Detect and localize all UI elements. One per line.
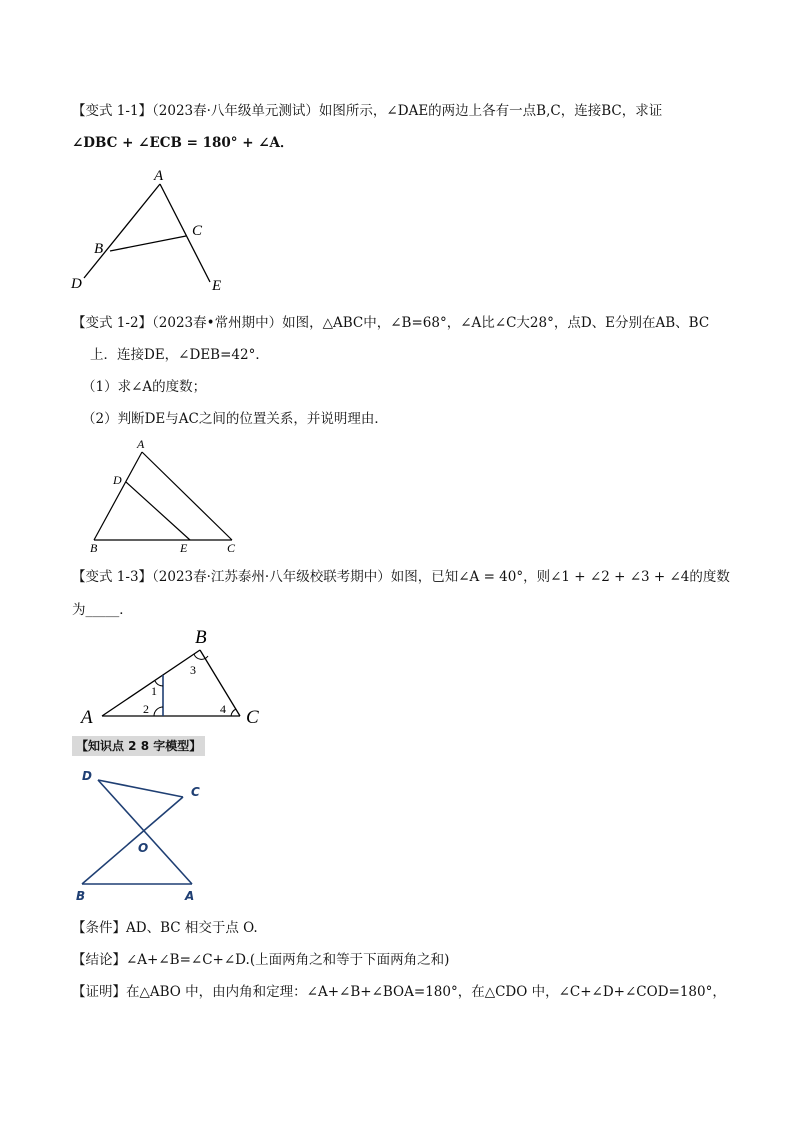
label-c: C — [246, 707, 259, 728]
side-ab — [94, 452, 142, 540]
label-a: A — [185, 889, 195, 903]
arc-angle-2 — [154, 707, 163, 716]
label-b: B — [76, 889, 86, 903]
label-c: C — [227, 541, 236, 555]
variant-1-3-text-line2: 为_____． — [72, 602, 133, 618]
label-b: B — [90, 541, 98, 555]
variant-1-2-text-line1: 【变式 1-2】（2023春•常州期中）如图，△ABC中，∠B=68°，∠A比∠C大28°，点D、E分别在AB、BC — [72, 315, 710, 331]
label-a: A — [137, 437, 145, 451]
arc-angle-b — [194, 654, 208, 659]
label-a: A — [81, 707, 93, 728]
segment-cb — [82, 797, 183, 884]
label-e: E — [212, 278, 222, 294]
ray-ae — [160, 184, 210, 282]
label-a: A — [154, 168, 164, 184]
figure-triangle-angles — [74, 625, 274, 730]
label-o: O — [138, 841, 149, 855]
segment-bc — [110, 236, 186, 251]
variant-1-1-text-line2: ∠DBC + ∠ECB = 180° + ∠A． — [72, 135, 294, 151]
question-2: （2）判断DE与AC之间的位置关系，并说明理由． — [82, 411, 388, 427]
condition-text: 【条件】AD、BC 相交于点 O. — [72, 920, 258, 936]
label-b: B — [94, 241, 104, 257]
label-d: D — [82, 769, 92, 783]
label-e: E — [180, 541, 188, 555]
side-ab — [102, 650, 200, 716]
figure-eight-model — [70, 760, 230, 905]
variant-1-3-text-line1: 【变式 1-3】（2023春·江苏泰州·八年级校联考期中）如图，已知∠A = 40°，则∠1 + ∠2 + ∠3 + ∠4的度数 — [72, 569, 730, 585]
conclusion-text: 【结论】∠A+∠B=∠C+∠D.(上面两角之和等于下面两角之和) — [72, 952, 450, 968]
figure-angle-dae — [60, 160, 260, 300]
label-d: D — [71, 276, 82, 292]
knowledge-point-title: 【知识点 2 8 字模型】 — [72, 736, 205, 756]
question-1: （1）求∠A的度数； — [82, 379, 207, 395]
variant-1-1-text-line1: 【变式 1-1】（2023春·八年级单元测试）如图所示，∠DAE的两边上各有一点B,C，连接BC，求证 — [72, 103, 663, 119]
side-ac — [142, 452, 232, 540]
variant-1-2-text-line2: 上．连接DE，∠DEB=42°． — [90, 347, 269, 363]
label-angle-3: 3 — [190, 663, 196, 677]
segment-de — [126, 482, 190, 540]
label-d: D — [113, 473, 122, 487]
proof-text: 【证明】在△ABO 中，由内角和定理：∠A+∠B+∠BOA=180°，在△CDO 中，∠C+∠D+∠COD=180°， — [72, 984, 726, 1000]
ray-ad — [84, 184, 160, 278]
label-c: C — [192, 223, 203, 239]
label-b: B — [195, 627, 207, 648]
label-angle-1: 1 — [151, 684, 157, 698]
label-angle-4: 4 — [220, 702, 226, 716]
arc-angle-4 — [231, 709, 236, 716]
label-c: C — [191, 785, 200, 799]
figure-triangle-abc-de — [80, 432, 260, 557]
label-angle-2: 2 — [143, 702, 149, 716]
